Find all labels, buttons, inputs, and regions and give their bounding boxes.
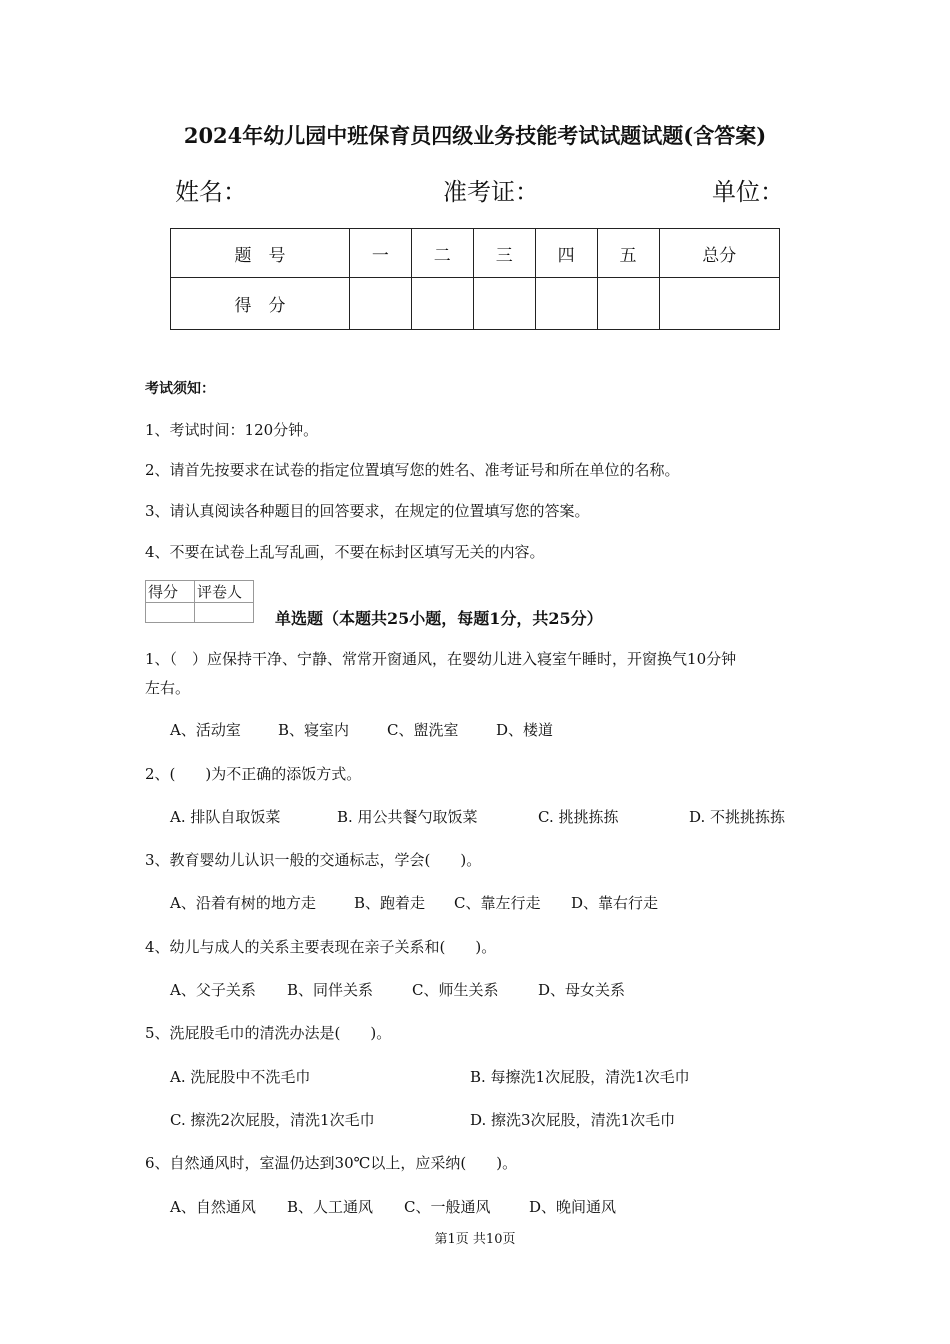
score-table-header-cell: 四 bbox=[535, 229, 597, 278]
notice-heading: 考试须知： bbox=[145, 381, 215, 397]
score-table-header-cell: 题 号 bbox=[171, 229, 350, 278]
score-table-header-cell: 五 bbox=[597, 229, 659, 278]
score-cell[interactable] bbox=[659, 278, 779, 330]
document-title: 2024年幼儿园中班保育员四级业务技能考试试题试题(含答案) bbox=[183, 123, 767, 148]
question-stem: 2、( )为不正确的添饭方式。 bbox=[145, 765, 362, 783]
grader-name-label: 评卷人 bbox=[195, 581, 254, 603]
question-stem: 6、自然通风时，室温仍达到30℃以上，应采纳( )。 bbox=[145, 1154, 518, 1172]
notice-item: 4、不要在试卷上乱写乱画，不要在标封区填写无关的内容。 bbox=[145, 543, 545, 561]
answer-option: A、父子关系 bbox=[170, 981, 256, 999]
score-table-score-row bbox=[171, 278, 780, 330]
grader-box bbox=[145, 580, 254, 623]
grader-name-cell[interactable] bbox=[195, 603, 254, 623]
answer-option: A. 洗屁股中不洗毛巾 bbox=[170, 1068, 311, 1086]
answer-option: A、沿着有树的地方走 bbox=[170, 894, 316, 912]
page-footer: 第1页 共10页 bbox=[434, 1232, 516, 1247]
answer-option: D、晚间通风 bbox=[529, 1198, 617, 1216]
score-cell[interactable] bbox=[535, 278, 597, 330]
answer-option: D、母女关系 bbox=[538, 981, 626, 999]
grader-score-cell[interactable] bbox=[146, 603, 195, 623]
question-stem: 4、幼儿与成人的关系主要表现在亲子关系和( )。 bbox=[145, 938, 497, 956]
notice-item: 2、请首先按要求在试卷的指定位置填写您的姓名、准考证号和所在单位的名称。 bbox=[145, 461, 680, 479]
question-stem: 5、洗屁股毛巾的清洗办法是( )。 bbox=[145, 1024, 392, 1042]
score-cell[interactable] bbox=[597, 278, 659, 330]
answer-option: C、盥洗室 bbox=[387, 721, 459, 739]
answer-option: A、自然通风 bbox=[170, 1198, 256, 1216]
section-title: 单选题（本题共25小题，每题1分，共25分） bbox=[275, 609, 603, 628]
score-table bbox=[170, 228, 780, 330]
question-stem: 1、（ ）应保持干净、宁静、常常开窗通风，在婴幼儿进入寝室午睡时，开窗换气10分钟 bbox=[145, 650, 737, 668]
answer-option: B、寝室内 bbox=[278, 721, 350, 739]
score-table-header-cell: 三 bbox=[473, 229, 535, 278]
answer-option: C、师生关系 bbox=[412, 981, 499, 999]
score-cell[interactable] bbox=[473, 278, 535, 330]
score-cell[interactable] bbox=[349, 278, 411, 330]
answer-option: A、活动室 bbox=[170, 721, 241, 739]
score-row-label: 得 分 bbox=[171, 278, 350, 330]
name-field-label: 姓名： bbox=[175, 178, 247, 206]
answer-option: C. 擦洗2次屁股，清洗1次毛巾 bbox=[170, 1111, 375, 1129]
answer-option: C. 挑挑拣拣 bbox=[538, 808, 619, 826]
score-table-header-row bbox=[171, 229, 780, 278]
answer-option: A. 排队自取饭菜 bbox=[170, 808, 281, 826]
answer-option: D. 不挑挑拣拣 bbox=[689, 808, 786, 826]
answer-option: B、跑着走 bbox=[354, 894, 426, 912]
answer-option: B、同伴关系 bbox=[287, 981, 374, 999]
grader-score-label: 得分 bbox=[146, 581, 195, 603]
notice-item: 3、请认真阅读各种题目的回答要求，在规定的位置填写您的答案。 bbox=[145, 502, 590, 520]
answer-option: D、靠右行走 bbox=[571, 894, 659, 912]
unit-field-label: 单位： bbox=[712, 178, 784, 206]
answer-option: B、人工通风 bbox=[287, 1198, 374, 1216]
score-table-header-cell: 二 bbox=[411, 229, 473, 278]
score-table-header-cell: 总分 bbox=[659, 229, 779, 278]
answer-option: D. 擦洗3次屁股，清洗1次毛巾 bbox=[470, 1111, 676, 1129]
answer-option: B. 每擦洗1次屁股，清洗1次毛巾 bbox=[470, 1068, 690, 1086]
answer-option: B. 用公共餐勺取饭菜 bbox=[337, 808, 478, 826]
question-stem-continued: 左右。 bbox=[145, 679, 191, 697]
score-cell[interactable] bbox=[411, 278, 473, 330]
question-stem: 3、教育婴幼儿认识一般的交通标志，学会( )。 bbox=[145, 851, 482, 869]
answer-option: D、楼道 bbox=[496, 721, 554, 739]
answer-option: C、一般通风 bbox=[404, 1198, 491, 1216]
notice-item: 1、考试时间：120分钟。 bbox=[145, 421, 319, 439]
answer-option: C、靠左行走 bbox=[454, 894, 541, 912]
score-table-header-cell: 一 bbox=[349, 229, 411, 278]
exam-number-field-label: 准考证： bbox=[443, 178, 539, 206]
